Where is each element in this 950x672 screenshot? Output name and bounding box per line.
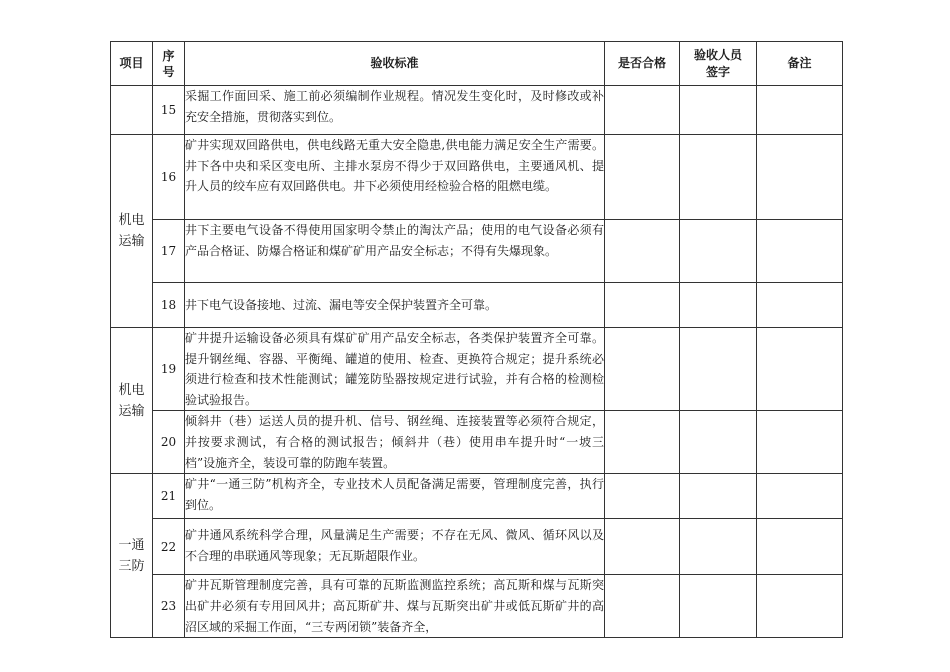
header-serial: 序号 <box>153 42 185 86</box>
inspector-cell[interactable] <box>680 86 757 135</box>
inspector-cell[interactable] <box>680 474 757 519</box>
table-row <box>111 575 843 638</box>
inspector-cell[interactable] <box>680 411 757 474</box>
pass-cell[interactable] <box>605 283 680 328</box>
standard-cell: 矿井提升运输设备必须具有煤矿矿用产品安全标志，各类保护装置齐全可靠。提升钢丝绳、容器、平衡绳、罐道的使用、检查、更换符合规定；提升系统必须进行检查和技术性能测试；罐笼防坠器按规定进行试验，并有合格的检测检验试验报告。 <box>185 328 605 411</box>
inspector-cell[interactable] <box>680 135 757 220</box>
serial-cell: 20 <box>153 411 185 474</box>
header-row <box>111 42 843 86</box>
table-row <box>111 411 843 474</box>
note-cell[interactable] <box>757 575 843 638</box>
table-row <box>111 220 843 283</box>
pass-cell[interactable] <box>605 135 680 220</box>
note-cell[interactable] <box>757 474 843 519</box>
acceptance-table <box>110 41 843 638</box>
pass-cell[interactable] <box>605 474 680 519</box>
standard-cell: 倾斜井（巷）运送人员的提升机、信号、钢丝绳、连接装置等必须符合规定，并按要求测试，有合格的测试报告；倾斜井（巷）使用串车提升时“一坡三档”设施齐全，装设可靠的防跑车装置。 <box>185 411 605 474</box>
table-row <box>111 519 843 575</box>
pass-cell[interactable] <box>605 411 680 474</box>
category-cell: 机电运输 <box>111 135 153 328</box>
note-cell[interactable] <box>757 220 843 283</box>
serial-cell: 16 <box>153 135 185 220</box>
pass-cell[interactable] <box>605 328 680 411</box>
category-cell: 机电运输 <box>111 328 153 474</box>
inspector-cell[interactable] <box>680 328 757 411</box>
pass-cell[interactable] <box>605 220 680 283</box>
header-inspector: 验收人员签字 <box>680 42 757 86</box>
pass-cell[interactable] <box>605 519 680 575</box>
standard-cell: 矿井“一通三防”机构齐全，专业技术人员配备满足需要，管理制度完善，执行到位。 <box>185 474 605 519</box>
serial-cell: 22 <box>153 519 185 575</box>
header-note: 备注 <box>757 42 843 86</box>
serial-cell: 17 <box>153 220 185 283</box>
header-pass: 是否合格 <box>605 42 680 86</box>
note-cell[interactable] <box>757 283 843 328</box>
standard-cell: 矿井瓦斯管理制度完善，具有可靠的瓦斯监测监控系统；高瓦斯和煤与瓦斯突出矿井必须有专用回风井；高瓦斯矿井、煤与瓦斯突出矿井或低瓦斯矿井的高沼区域的采掘工作面，“三专两闭锁”装备齐全， <box>185 575 605 638</box>
category-cell-empty <box>111 86 153 135</box>
note-cell[interactable] <box>757 86 843 135</box>
inspector-cell[interactable] <box>680 519 757 575</box>
standard-cell: 矿井通风系统科学合理，风量满足生产需要；不存在无风、微风、循环风以及不合理的串联通风等现象；无瓦斯超限作业。 <box>185 519 605 575</box>
note-cell[interactable] <box>757 519 843 575</box>
note-cell[interactable] <box>757 135 843 220</box>
table-row <box>111 135 843 220</box>
serial-cell: 18 <box>153 283 185 328</box>
category-cell: 一通三防 <box>111 474 153 638</box>
note-cell[interactable] <box>757 411 843 474</box>
standard-cell: 井下电气设备接地、过流、漏电等安全保护装置齐全可靠。 <box>185 283 605 328</box>
inspector-cell[interactable] <box>680 220 757 283</box>
standard-cell: 采掘工作面回采、施工前必须编制作业规程。情况发生变化时，及时修改或补充安全措施，贯彻落实到位。 <box>185 86 605 135</box>
table-row <box>111 328 843 411</box>
serial-cell: 19 <box>153 328 185 411</box>
table-row <box>111 474 843 519</box>
serial-cell: 15 <box>153 86 185 135</box>
header-standard: 验收标准 <box>185 42 605 86</box>
note-cell[interactable] <box>757 328 843 411</box>
serial-cell: 23 <box>153 575 185 638</box>
table-row <box>111 283 843 328</box>
inspector-cell[interactable] <box>680 283 757 328</box>
pass-cell[interactable] <box>605 86 680 135</box>
standard-cell: 矿井实现双回路供电，供电线路无重大安全隐患,供电能力满足安全生产需要。井下各中央和采区变电所、主排水泵房不得少于双回路供电，主要通风机、提升人员的绞车应有双回路供电。井下必须使用经检验合格的阻燃电缆。 <box>185 135 605 220</box>
inspector-cell[interactable] <box>680 575 757 638</box>
table-row <box>111 86 843 135</box>
pass-cell[interactable] <box>605 575 680 638</box>
header-category: 项目 <box>111 42 153 86</box>
serial-cell: 21 <box>153 474 185 519</box>
standard-cell: 井下主要电气设备不得使用国家明令禁止的淘汰产品；使用的电气设备必须有产品合格证、防爆合格证和煤矿矿用产品安全标志；不得有失爆现象。 <box>185 220 605 283</box>
